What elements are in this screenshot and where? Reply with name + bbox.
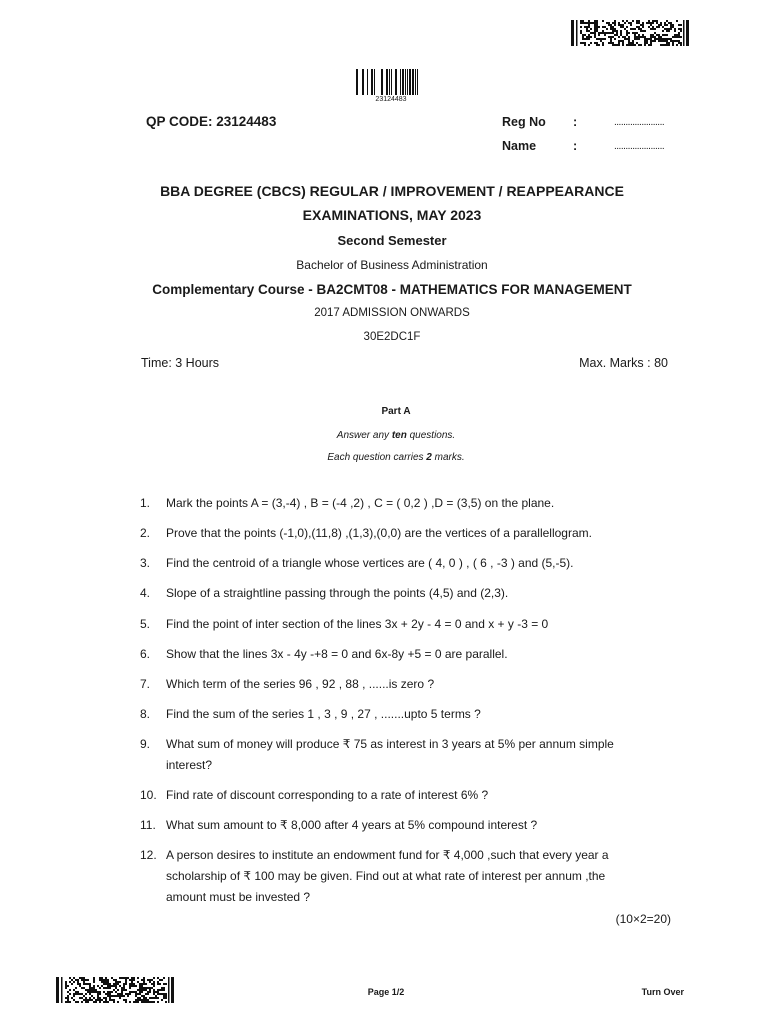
instruction-2-pre: Each question carries <box>327 452 427 463</box>
question-number: 5. <box>140 617 151 631</box>
question-number: 4. <box>140 586 151 600</box>
top-right-2d-barcode <box>571 20 689 46</box>
max-marks: Max. Marks : 80 <box>579 356 668 370</box>
semester: Second Semester <box>337 233 447 248</box>
question-text: Which term of the series 96 , 92 , 88 , ......is zero ? <box>166 677 435 691</box>
center-barcode <box>356 69 426 95</box>
question-number: 2. <box>140 526 151 540</box>
part-a-marks-total: (10×2=20) <box>615 912 671 926</box>
instruction-marks <box>12 452 768 463</box>
question-number: 8. <box>140 707 151 721</box>
question-text: Prove that the points (-1,0),(11,8) ,(1,3),(0,0) are the vertices of a parallellogram. <box>166 526 592 540</box>
question-text: Find rate of discount corresponding to a rate of interest 6% ? <box>166 788 489 802</box>
question-number: 1. <box>140 496 151 510</box>
barcode-number: 23124483 <box>375 96 407 103</box>
question-number: 3. <box>140 556 151 570</box>
instruction-1-pre: Answer any <box>336 430 392 441</box>
exam-title-line1: BBA DEGREE (CBCS) REGULAR / IMPROVEMENT / REAPPEARANCE <box>160 183 624 199</box>
name-label: Name <box>502 139 537 153</box>
qp-code: QP CODE: 23124483 <box>146 114 277 129</box>
question-text: Find the sum of the series 1 , 3 , 9 , 27 , .......upto 5 terms ? <box>166 707 481 721</box>
name-colon: : <box>573 139 578 153</box>
part-title: Part A <box>381 406 411 417</box>
question-text: What sum of money will produce ₹ 75 as interest in 3 years at 5% per annum simple interest? <box>166 737 614 772</box>
paper-code: 30E2DC1F <box>363 331 421 343</box>
question-text: Slope of a straightline passing through the points (4,5) and (2,3). <box>166 586 509 600</box>
question-number: 6. <box>140 647 151 661</box>
page-number: Page 1/2 <box>367 987 405 997</box>
reg-no-colon: : <box>573 115 578 129</box>
course-title: Complementary Course - BA2CMT08 - MATHEMATICS FOR MANAGEMENT <box>152 282 632 297</box>
exam-time: Time: 3 Hours <box>141 356 220 370</box>
question-number: 11. <box>140 818 156 832</box>
question-text: A person desires to institute an endowment fund for ₹ 4,000 ,such that every year a scholarship of ₹ 100 may be given. Find out at what rate of interest per annum ,the amount must be invested ? <box>166 848 609 904</box>
reg-no-label: Reg No <box>502 115 546 129</box>
question-number: 10. <box>140 788 157 802</box>
instruction-1-bold: ten <box>391 430 407 441</box>
exam-title-line2: EXAMINATIONS, MAY 2023 <box>302 207 482 223</box>
question-number: 7. <box>140 677 151 691</box>
turn-over: Turn Over <box>641 987 684 997</box>
question-number: 12. <box>140 848 157 862</box>
question-text: What sum amount to ₹ 8,000 after 4 years at 5% compound interest ? <box>166 818 538 832</box>
admission-batch: 2017 ADMISSION ONWARDS <box>314 307 470 319</box>
instruction-1-post: questions. <box>406 430 456 441</box>
question-text: Find the point of inter section of the lines 3x + 2y - 4 = 0 and x + y -3 = 0 <box>166 617 549 631</box>
instruction-2-bold: 2 <box>426 452 432 463</box>
question-text: Mark the points A = (3,-4) , B = (-4 ,2) , C = ( 0,2 ) ,D = (3,5) on the plane. <box>166 496 555 510</box>
instruction-answer-any <box>12 430 768 441</box>
question-number: 9. <box>140 737 151 751</box>
program-name: Bachelor of Business Administration <box>296 258 488 272</box>
name-field[interactable]: ...................... <box>614 141 665 152</box>
reg-no-field[interactable]: ...................... <box>614 117 665 128</box>
question-text: Find the centroid of a triangle whose vertices are ( 4, 0 ) , ( 6 , -3 ) and (5,-5). <box>166 556 574 570</box>
question-text: Show that the lines 3x - 4y -+8 = 0 and 6x-8y +5 = 0 are parallel. <box>166 647 508 661</box>
instruction-2-post: marks. <box>431 452 465 463</box>
